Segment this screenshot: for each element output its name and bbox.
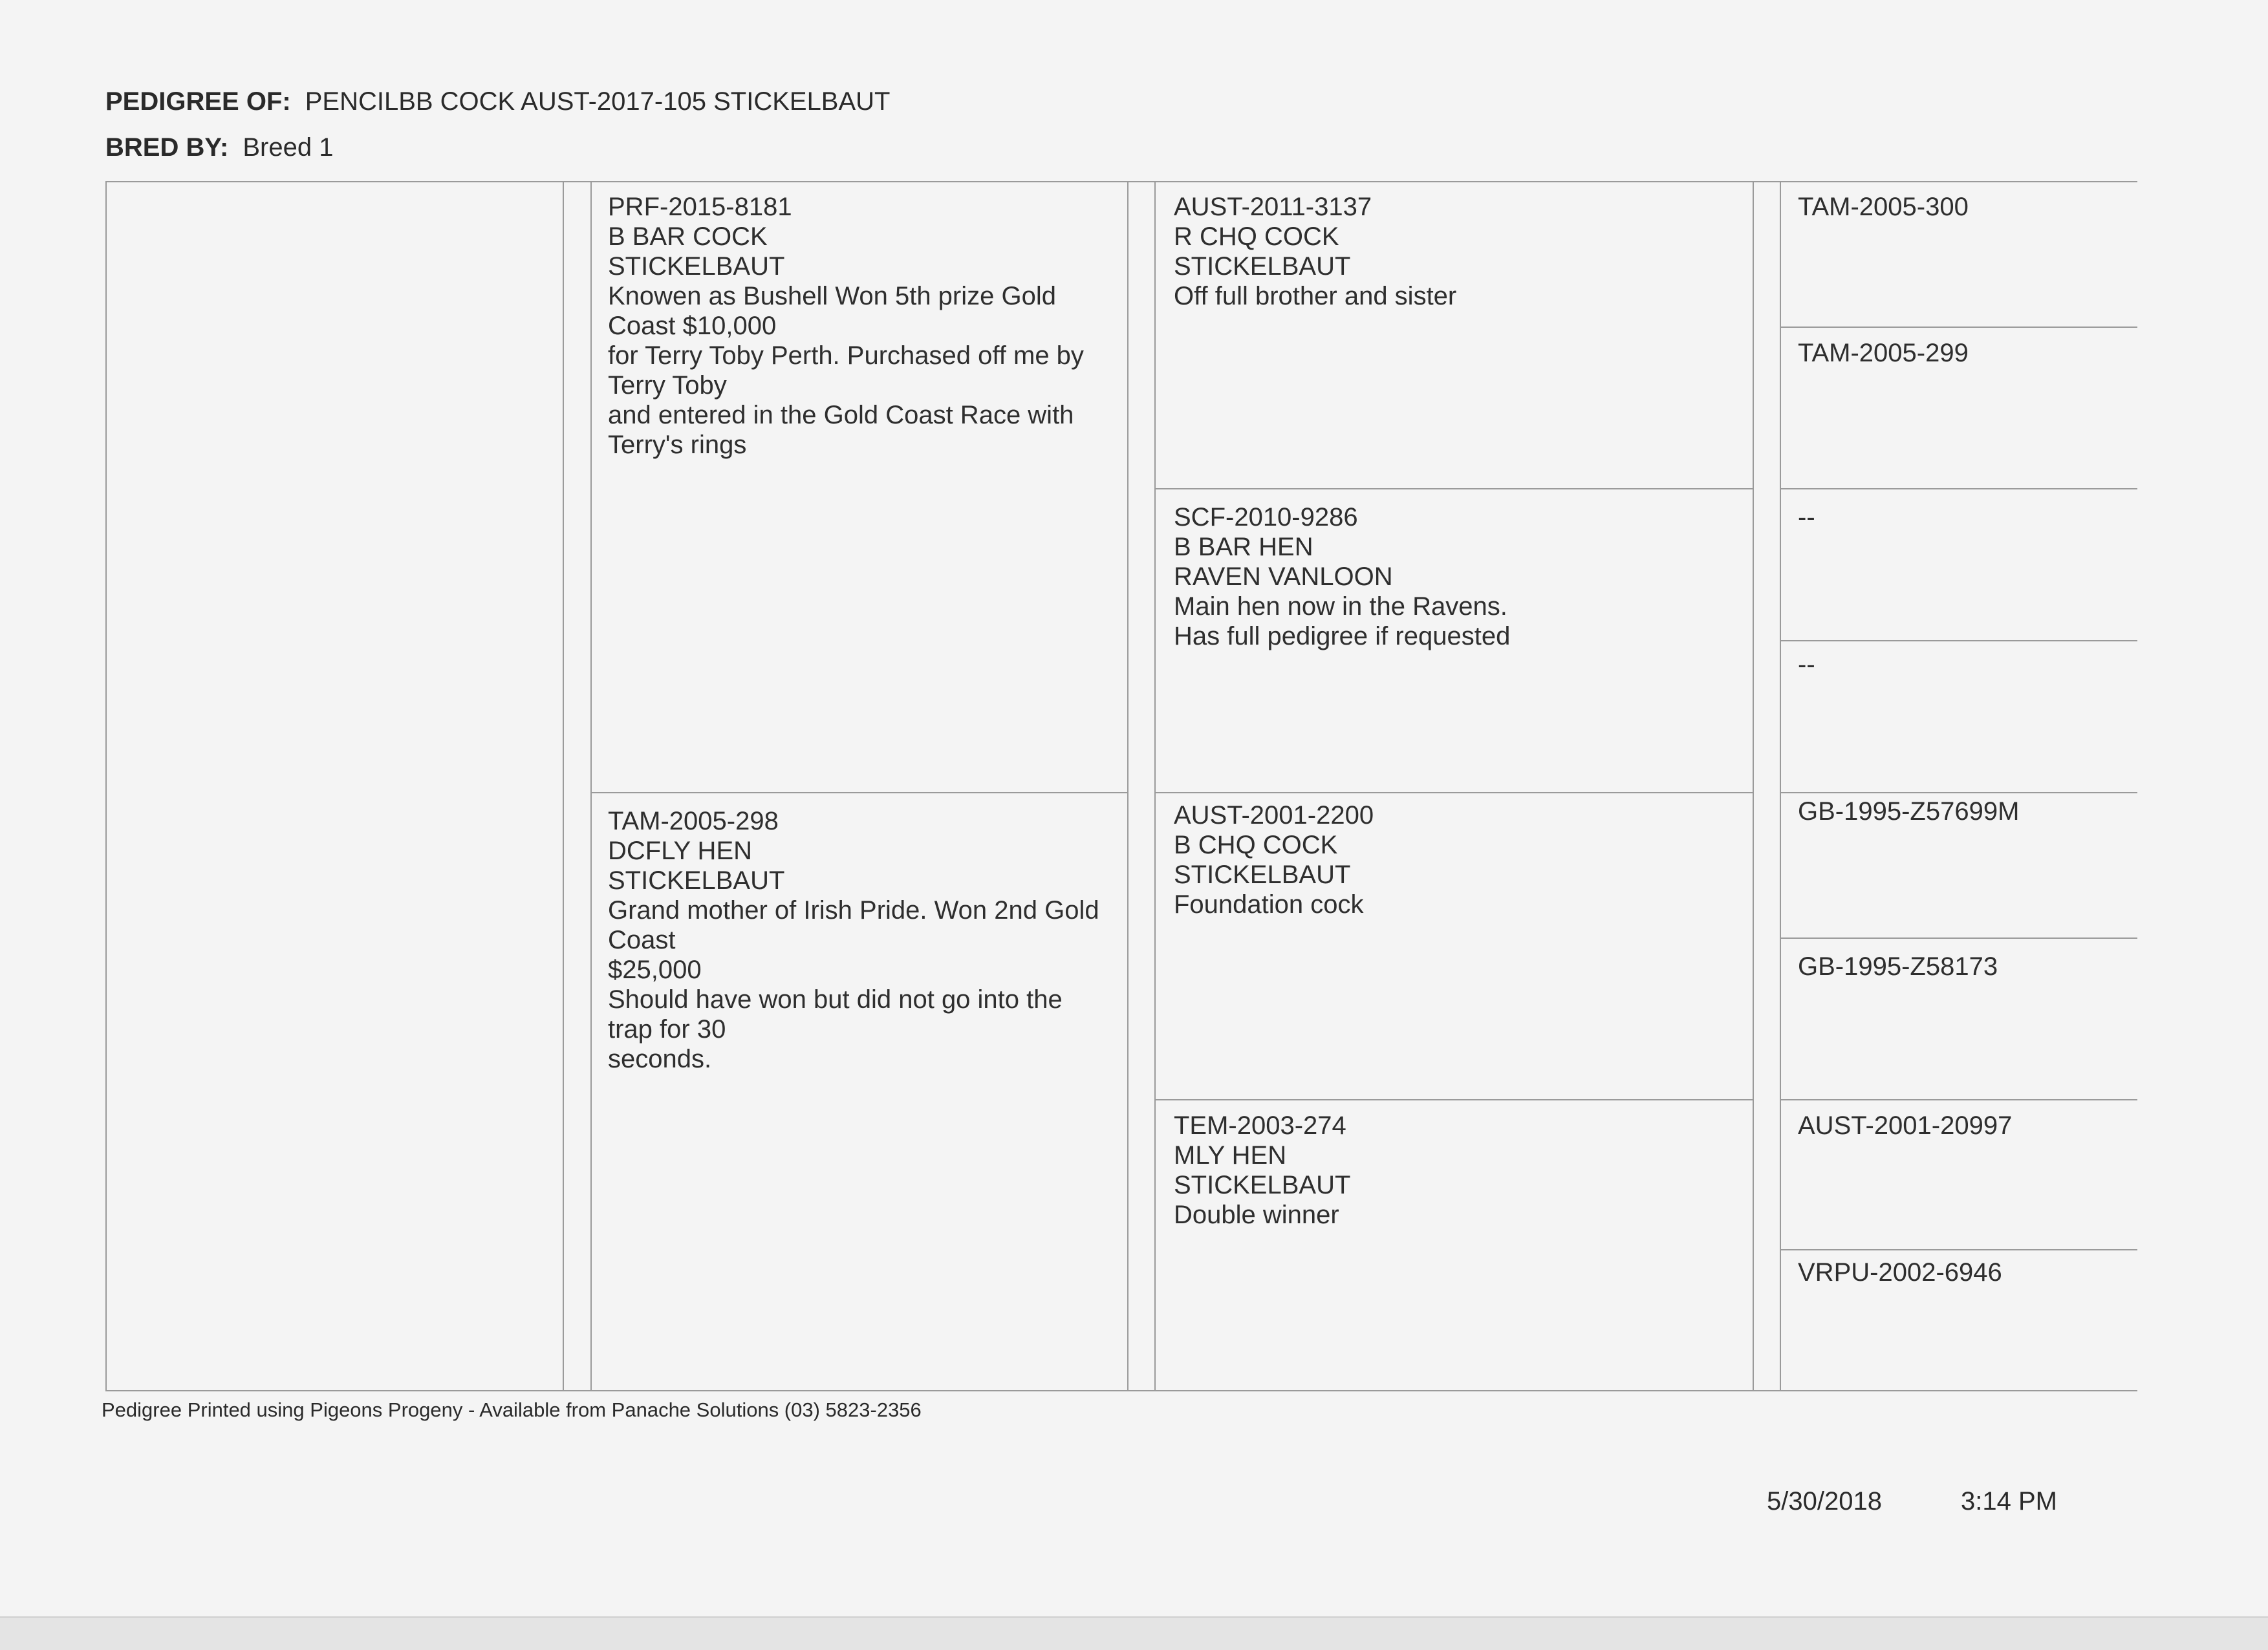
grandparent-cell [1174, 502, 1743, 651]
grid-left-line [105, 181, 107, 1391]
grandparent-strain: STICKELBAUT [1174, 861, 1351, 889]
great-grandparent-divider [1780, 938, 2137, 939]
grandparent-colour-sex: B BAR HEN [1174, 533, 1313, 561]
great-grandparent-ring: AUST-2001-20997 [1798, 1111, 2013, 1140]
grandparent-colour-sex: R CHQ COCK [1174, 222, 1339, 251]
sire-colour-sex: B BAR COCK [608, 222, 768, 251]
print-time: 3:14 PM [1961, 1487, 2057, 1516]
grandparent-divider [1154, 1099, 1754, 1100]
print-date: 5/30/2018 [1767, 1487, 1882, 1516]
dam-note: seconds. [608, 1045, 712, 1073]
grandparent-cell [1174, 192, 1743, 311]
great-grandparent-divider [1780, 1099, 2137, 1100]
great-grandparent-divider [1780, 327, 2137, 328]
grid-bottom-line [105, 1390, 2137, 1391]
dam-note: Should have won but did not go into the trap for 30 [608, 985, 1063, 1044]
grandparent-colour-sex: B CHQ COCK [1174, 831, 1338, 859]
grandparent-divider [1154, 488, 1754, 489]
column-divider [1753, 181, 1754, 1391]
dam-ring-number: TAM-2005-298 [608, 807, 779, 835]
pedigree-of-label: PEDIGREE OF: [105, 87, 291, 116]
grandparent-note: Foundation cock [1174, 890, 1364, 919]
sire-note: and entered in the Gold Coast Race with Terry's rings [608, 401, 1074, 459]
grandparent-note: Off full brother and sister [1174, 282, 1457, 310]
grandparent-strain: STICKELBAUT [1174, 1171, 1351, 1199]
great-grandparent-divider [1780, 1249, 2137, 1250]
sire-ring-number: PRF-2015-8181 [608, 193, 792, 221]
great-grandparent-ring: GB-1995-Z58173 [1798, 952, 1998, 981]
bred-by-label: BRED BY: [105, 133, 229, 162]
great-grandparent-ring: TAM-2005-300 [1798, 193, 1969, 221]
print-credit: Pedigree Printed using Pigeons Progeny - Available from Panache Solutions (03) 5823-2356 [102, 1398, 922, 1421]
dam-cell [608, 806, 1112, 1074]
column-divider [1154, 181, 1156, 1391]
sire-note: Knowen as Bushell Won 5th prize Gold Coast $10,000 [608, 282, 1056, 340]
great-grandparent-divider [1780, 640, 2137, 641]
pedigree-of-value: PENCILBB COCK AUST-2017-105 STICKELBAUT [305, 87, 891, 116]
grandparent-ring-number: SCF-2010-9286 [1174, 503, 1358, 531]
paper-edge [0, 1616, 2268, 1650]
dam-note: $25,000 [608, 956, 702, 984]
grandparent-cell [1174, 800, 1743, 919]
great-grandparent-divider [1780, 792, 2137, 793]
parent-divider [590, 792, 1129, 793]
grandparent-cell [1174, 1111, 1743, 1230]
sire-cell [608, 192, 1112, 460]
sire-note: for Terry Toby Perth. Purchased off me by Terry Toby [608, 341, 1084, 400]
bred-by-row [105, 134, 333, 160]
grandparent-divider [1154, 792, 1754, 793]
great-grandparent-ring: -- [1798, 650, 1815, 679]
great-grandparent-ring: TAM-2005-299 [1798, 339, 1969, 367]
column-divider [1780, 181, 1781, 1391]
grandparent-note: Main hen now in the Ravens. [1174, 592, 1507, 621]
dam-strain: STICKELBAUT [608, 866, 785, 895]
grandparent-note: Double winner [1174, 1201, 1339, 1229]
dam-note: Grand mother of Irish Pride. Won 2nd Gold Coast [608, 896, 1099, 954]
grandparent-ring-number: AUST-2001-2200 [1174, 801, 1374, 830]
great-grandparent-ring: -- [1798, 503, 1815, 531]
column-divider [590, 181, 592, 1391]
bred-by-value: Breed 1 [243, 133, 334, 162]
sire-strain: STICKELBAUT [608, 252, 785, 281]
column-divider [1127, 181, 1129, 1391]
dam-colour-sex: DCFLY HEN [608, 837, 753, 865]
grandparent-strain: RAVEN VANLOON [1174, 562, 1393, 591]
grandparent-strain: STICKELBAUT [1174, 252, 1351, 281]
grandparent-colour-sex: MLY HEN [1174, 1141, 1287, 1170]
grid-top-line [105, 181, 2137, 182]
great-grandparent-ring: VRPU-2002-6946 [1798, 1258, 2002, 1287]
great-grandparent-divider [1780, 488, 2137, 489]
grandparent-note: Has full pedigree if requested [1174, 622, 1511, 650]
grandparent-ring-number: AUST-2011-3137 [1174, 193, 1372, 221]
column-divider [563, 181, 564, 1391]
grandparent-ring-number: TEM-2003-274 [1174, 1111, 1346, 1140]
great-grandparent-ring: GB-1995-Z57699M [1798, 797, 2020, 826]
pedigree-of-row [105, 89, 891, 114]
